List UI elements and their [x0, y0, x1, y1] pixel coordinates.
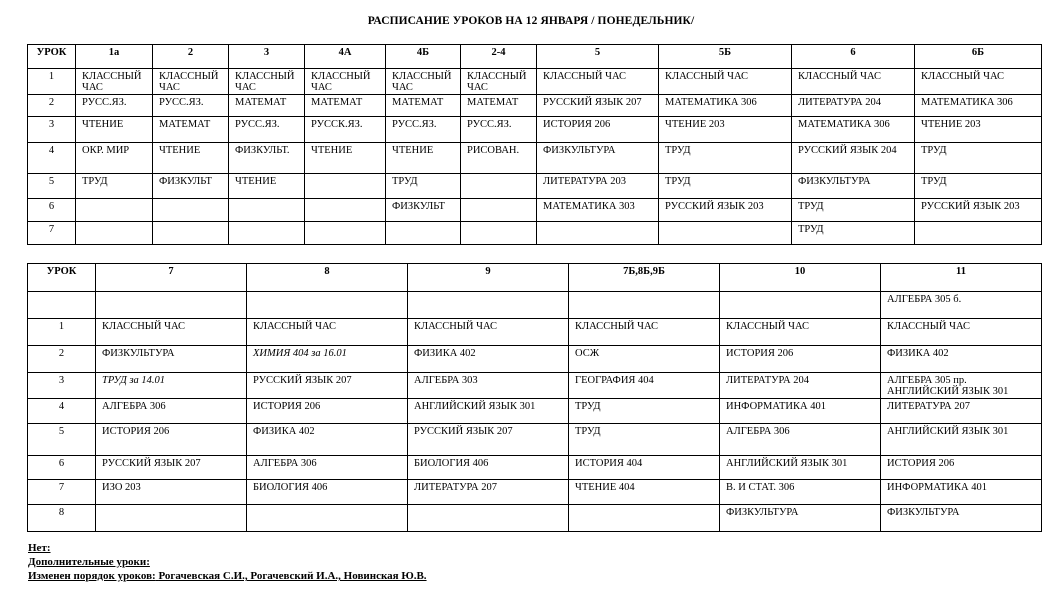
note-changed-order [28, 569, 427, 583]
lesson-number: 8 [28, 505, 96, 532]
lesson-cell: МАТЕМАТ [305, 95, 386, 117]
table-row [28, 346, 1042, 373]
lesson-cell: ТРУД [915, 143, 1042, 174]
note-extra-lessons: Дополнительные уроки: [28, 556, 150, 568]
lesson-cell: РУСС.ЯЗ. [461, 117, 537, 143]
lesson-cell: МАТЕМАТ [461, 95, 537, 117]
lesson-number: 2 [28, 346, 96, 373]
lesson-number: 4 [28, 399, 96, 424]
lesson-cell: ИЗО 203 [96, 480, 247, 505]
lesson-cell: ФИЗИКА 402 [247, 424, 408, 456]
lesson-cell: КЛАССНЫЙ ЧАС [915, 69, 1042, 95]
lesson-cell: ЧТЕНИЕ [386, 143, 461, 174]
table-row [28, 424, 1042, 456]
lesson-cell: ФИЗИКА 402 [881, 346, 1042, 373]
lesson-cell: КЛАССНЫЙ ЧАС [229, 69, 305, 95]
lesson-cell [305, 174, 386, 199]
lesson-cell [229, 199, 305, 222]
lesson-cell: ЧТЕНИЕ [229, 174, 305, 199]
lesson-cell [659, 222, 792, 245]
table-row [28, 174, 1042, 199]
lesson-cell: РУССКИЙ ЯЗЫК 203 [659, 199, 792, 222]
table-row [28, 69, 1042, 95]
lesson-cell: АЛГЕБРА 306 [720, 424, 881, 456]
column-header: 6 [792, 45, 915, 69]
table-row [28, 222, 1042, 245]
lesson-number: 7 [28, 222, 76, 245]
column-header: 5Б [659, 45, 792, 69]
lesson-cell: ФИЗКУЛЬТ. [229, 143, 305, 174]
column-header: 7 [96, 264, 247, 292]
column-header: 11 [881, 264, 1042, 292]
lesson-cell: ИСТОРИЯ 206 [537, 117, 659, 143]
lesson-cell [305, 199, 386, 222]
lesson-cell: ТРУД [792, 222, 915, 245]
column-header: 7Б,8Б,9Б [569, 264, 720, 292]
lesson-cell: В. И СТАТ. 306 [720, 480, 881, 505]
lesson-cell: ЛИТЕРАТУРА 204 [792, 95, 915, 117]
table-row [28, 319, 1042, 346]
note-changed-order-teachers: Рогачевская С.И., Рогачевский И.А., Новинская Ю.В. [158, 570, 427, 582]
lesson-cell: ОКР. МИР [76, 143, 153, 174]
lesson-cell: ИСТОРИЯ 206 [720, 346, 881, 373]
lesson-number: 3 [28, 117, 76, 143]
lesson-cell: ТРУД за 14.01 [96, 373, 247, 399]
page-title: РАСПИСАНИЕ УРОКОВ НА 12 ЯНВАРЯ / ПОНЕДЕЛЬНИК/ [367, 15, 695, 27]
lesson-cell: КЛАССНЫЙ ЧАС [153, 69, 229, 95]
lesson-cell: ИСТОРИЯ 404 [569, 456, 720, 480]
lesson-cell [720, 292, 881, 319]
lesson-cell: ИСТОРИЯ 206 [247, 399, 408, 424]
lesson-cell [153, 199, 229, 222]
lesson-cell: КЛАССНЫЙ ЧАС [881, 319, 1042, 346]
lesson-cell: ЛИТЕРАТУРА 207 [408, 480, 569, 505]
table-row [28, 505, 1042, 532]
lesson-number: 1 [28, 319, 96, 346]
lesson-cell: КЛАССНЫЙ ЧАС [76, 69, 153, 95]
lesson-cell: МАТЕМАТИКА 306 [792, 117, 915, 143]
lesson-cell: ФИЗКУЛЬТУРА [792, 174, 915, 199]
lesson-cell: КЛАССНЫЙ ЧАС [386, 69, 461, 95]
lesson-cell: КЛАССНЫЙ ЧАС [792, 69, 915, 95]
column-header: 2-4 [461, 45, 537, 69]
lesson-cell [229, 222, 305, 245]
lesson-cell [461, 222, 537, 245]
lesson-cell: МАТЕМАТИКА 306 [659, 95, 792, 117]
lesson-cell: РУССКИЙ ЯЗЫК 204 [792, 143, 915, 174]
lesson-cell: МАТЕМАТ [153, 117, 229, 143]
lesson-cell: ЧТЕНИЕ [76, 117, 153, 143]
lesson-cell: ЧТЕНИЕ 203 [659, 117, 792, 143]
table-row [28, 292, 1042, 319]
lesson-cell: ТРУД [659, 174, 792, 199]
lesson-cell [96, 505, 247, 532]
column-header: 4А [305, 45, 386, 69]
lesson-cell [461, 174, 537, 199]
lesson-cell: ТРУД [915, 174, 1042, 199]
column-header: 1а [76, 45, 153, 69]
lesson-cell: РУСС.ЯЗ. [386, 117, 461, 143]
lesson-cell: КЛАССНЫЙ ЧАС [659, 69, 792, 95]
lesson-cell: ЧТЕНИЕ 404 [569, 480, 720, 505]
lesson-cell: ФИЗКУЛЬТУРА [537, 143, 659, 174]
lesson-cell: ЛИТЕРАТУРА 203 [537, 174, 659, 199]
lesson-cell [76, 222, 153, 245]
lesson-cell [408, 292, 569, 319]
lesson-cell: ИСТОРИЯ 206 [96, 424, 247, 456]
lesson-cell [461, 199, 537, 222]
lesson-cell [915, 222, 1042, 245]
lesson-number: 5 [28, 174, 76, 199]
lesson-cell: МАТЕМАТ [386, 95, 461, 117]
lesson-number: 6 [28, 456, 96, 480]
note-changed-order-label: Изменен порядок уроков: [28, 570, 156, 582]
lesson-cell: ТРУД [792, 199, 915, 222]
lesson-number: 5 [28, 424, 96, 456]
lesson-cell [153, 222, 229, 245]
lesson-cell: РУСС.ЯЗ. [76, 95, 153, 117]
lesson-cell [247, 505, 408, 532]
column-header: 9 [408, 264, 569, 292]
schedule-table-primary [27, 44, 1042, 245]
lesson-cell [537, 222, 659, 245]
lesson-cell: ТРУД [569, 424, 720, 456]
lesson-cell: КЛАССНЫЙ ЧАС [720, 319, 881, 346]
lesson-cell: ТРУД [659, 143, 792, 174]
lesson-cell: ИСТОРИЯ 206 [881, 456, 1042, 480]
table-row [28, 143, 1042, 174]
lesson-cell [386, 222, 461, 245]
lesson-cell: ФИЗКУЛЬТУРА [881, 505, 1042, 532]
column-header: 8 [247, 264, 408, 292]
note-absent: Нет: [28, 542, 51, 554]
lesson-cell: АНГЛИЙСКИЙ ЯЗЫК 301 [408, 399, 569, 424]
lesson-number: 1 [28, 69, 76, 95]
lesson-cell: ФИЗКУЛЬТ [153, 174, 229, 199]
lesson-cell: ТРУД [76, 174, 153, 199]
table-row [28, 199, 1042, 222]
lesson-cell [569, 292, 720, 319]
lesson-cell: ФИЗКУЛЬТУРА [96, 346, 247, 373]
lesson-cell: ФИЗКУЛЬТ [386, 199, 461, 222]
lesson-cell: АЛГЕБРА 305 пр. АНГЛИЙСКИЙ ЯЗЫК 301 [881, 373, 1042, 399]
notes-section [28, 541, 427, 583]
lesson-cell: КЛАССНЫЙ ЧАС [247, 319, 408, 346]
lesson-cell: РУССКИЙ ЯЗЫК 207 [537, 95, 659, 117]
lesson-cell: РУССКИЙ ЯЗЫК 203 [915, 199, 1042, 222]
lesson-number [28, 292, 96, 319]
lesson-cell: БИОЛОГИЯ 406 [408, 456, 569, 480]
lesson-cell: ФИЗКУЛЬТУРА [720, 505, 881, 532]
lesson-cell: ЧТЕНИЕ 203 [915, 117, 1042, 143]
lesson-cell: КЛАССНЫЙ ЧАС [569, 319, 720, 346]
schedule-table-senior [27, 263, 1042, 532]
lesson-cell: ИНФОРМАТИКА 401 [720, 399, 881, 424]
lesson-cell: КЛАССНЫЙ ЧАС [408, 319, 569, 346]
column-header: 5 [537, 45, 659, 69]
lesson-number: 3 [28, 373, 96, 399]
lesson-cell: ГЕОГРАФИЯ 404 [569, 373, 720, 399]
lesson-cell: РУССКИЙ ЯЗЫК 207 [247, 373, 408, 399]
lesson-number: 6 [28, 199, 76, 222]
lesson-cell: ЧТЕНИЕ [153, 143, 229, 174]
lesson-cell: АНГЛИЙСКИЙ ЯЗЫК 301 [881, 424, 1042, 456]
lesson-cell [305, 222, 386, 245]
column-header: 2 [153, 45, 229, 69]
lesson-cell: ТРУД [386, 174, 461, 199]
lesson-cell: ТРУД [569, 399, 720, 424]
lesson-number: 7 [28, 480, 96, 505]
lesson-cell: МАТЕМАТ [229, 95, 305, 117]
lesson-cell: БИОЛОГИЯ 406 [247, 480, 408, 505]
lesson-number: 4 [28, 143, 76, 174]
lesson-cell: АНГЛИЙСКИЙ ЯЗЫК 301 [720, 456, 881, 480]
table-row [28, 373, 1042, 399]
table-row [28, 399, 1042, 424]
lesson-cell: МАТЕМАТИКА 306 [915, 95, 1042, 117]
lesson-cell: КЛАССНЫЙ ЧАС [537, 69, 659, 95]
lesson-cell: АЛГЕБРА 306 [247, 456, 408, 480]
lesson-cell: ЛИТЕРАТУРА 204 [720, 373, 881, 399]
column-header: 10 [720, 264, 881, 292]
column-header: 3 [229, 45, 305, 69]
lesson-cell: ЧТЕНИЕ [305, 143, 386, 174]
lesson-cell: ФИЗИКА 402 [408, 346, 569, 373]
lesson-cell [569, 505, 720, 532]
lesson-cell [96, 292, 247, 319]
lesson-cell: РИСОВАН. [461, 143, 537, 174]
lesson-cell: КЛАССНЫЙ ЧАС [96, 319, 247, 346]
lesson-cell: ЛИТЕРАТУРА 207 [881, 399, 1042, 424]
lesson-cell: КЛАССНЫЙ ЧАС [461, 69, 537, 95]
table-row [28, 480, 1042, 505]
lesson-number: 2 [28, 95, 76, 117]
lesson-cell: АЛГЕБРА 305 б. [881, 292, 1042, 319]
lesson-cell [247, 292, 408, 319]
lesson-cell: КЛАССНЫЙ ЧАС [305, 69, 386, 95]
table-row [28, 456, 1042, 480]
lesson-cell: АЛГЕБРА 303 [408, 373, 569, 399]
column-header: 4Б [386, 45, 461, 69]
lesson-cell: АЛГЕБРА 306 [96, 399, 247, 424]
column-header: 6Б [915, 45, 1042, 69]
column-header: УРОК [28, 264, 96, 292]
table-row [28, 117, 1042, 143]
lesson-cell: ИНФОРМАТИКА 401 [881, 480, 1042, 505]
table-row [28, 95, 1042, 117]
lesson-cell: МАТЕМАТИКА 303 [537, 199, 659, 222]
lesson-cell: ХИМИЯ 404 за 16.01 [247, 346, 408, 373]
lesson-cell: РУСС.ЯЗ. [229, 117, 305, 143]
lesson-cell: ОСЖ [569, 346, 720, 373]
lesson-cell: РУССКИЙ ЯЗЫК 207 [408, 424, 569, 456]
lesson-cell [76, 199, 153, 222]
lesson-cell [408, 505, 569, 532]
lesson-cell: РУССК.ЯЗ. [305, 117, 386, 143]
column-header: УРОК [28, 45, 76, 69]
lesson-cell: РУССКИЙ ЯЗЫК 207 [96, 456, 247, 480]
lesson-cell: РУСС.ЯЗ. [153, 95, 229, 117]
